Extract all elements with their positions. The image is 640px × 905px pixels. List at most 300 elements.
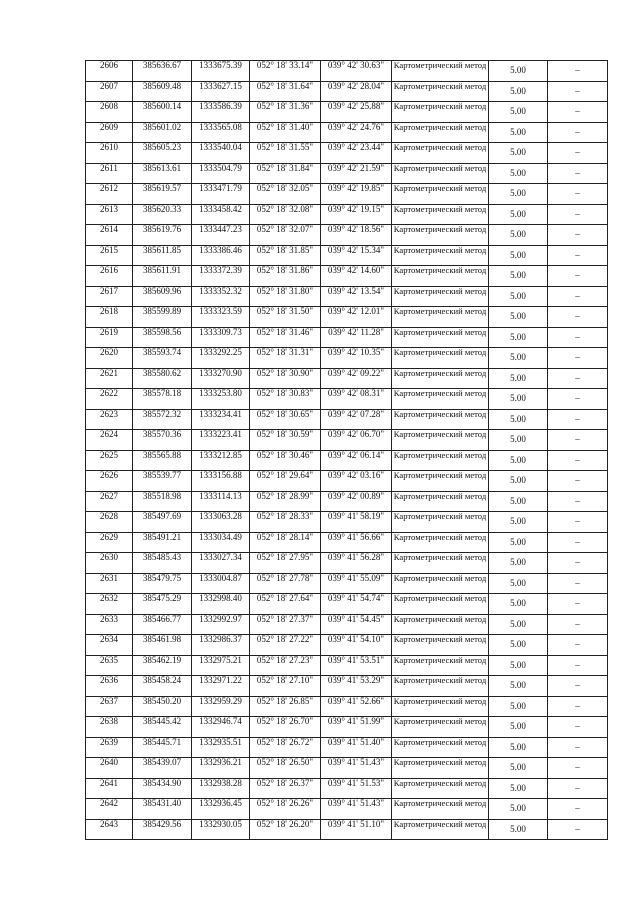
note-cell: – bbox=[548, 430, 608, 451]
latitude-cell: 052° 18' 26.20" bbox=[250, 819, 321, 840]
table-row bbox=[86, 368, 608, 389]
note-cell: – bbox=[548, 409, 608, 430]
error-cell: 5.00 bbox=[489, 573, 548, 594]
table-row bbox=[86, 286, 608, 307]
error-cell: 5.00 bbox=[489, 635, 548, 656]
point-number-cell: 2642 bbox=[86, 799, 133, 820]
latitude-cell: 052° 18' 26.72" bbox=[250, 737, 321, 758]
longitude-cell: 039° 42' 25.88" bbox=[321, 102, 392, 123]
latitude-cell: 052° 18' 33.14" bbox=[250, 61, 321, 82]
method-cell: Картометрический метод bbox=[392, 450, 489, 471]
error-cell: 5.00 bbox=[489, 430, 548, 451]
x-coordinate-cell: 385593.74 bbox=[133, 348, 192, 369]
method-cell: Картометрический метод bbox=[392, 184, 489, 205]
method-cell: Картометрический метод bbox=[392, 758, 489, 779]
method-cell: Картометрический метод bbox=[392, 676, 489, 697]
error-cell: 5.00 bbox=[489, 696, 548, 717]
table-row bbox=[86, 61, 608, 82]
x-coordinate-cell: 385570.36 bbox=[133, 430, 192, 451]
latitude-cell: 052° 18' 26.37" bbox=[250, 778, 321, 799]
note-cell: – bbox=[548, 655, 608, 676]
point-number-cell: 2620 bbox=[86, 348, 133, 369]
y-coordinate-cell: 1333270.90 bbox=[192, 368, 250, 389]
y-coordinate-cell: 1333447.23 bbox=[192, 225, 250, 246]
x-coordinate-cell: 385611.91 bbox=[133, 266, 192, 287]
error-cell: 5.00 bbox=[489, 819, 548, 840]
longitude-cell: 039° 42' 28.04" bbox=[321, 81, 392, 102]
note-cell: – bbox=[548, 163, 608, 184]
table-row bbox=[86, 245, 608, 266]
note-cell: – bbox=[548, 204, 608, 225]
longitude-cell: 039° 41' 51.43" bbox=[321, 758, 392, 779]
y-coordinate-cell: 1332935.51 bbox=[192, 737, 250, 758]
y-coordinate-cell: 1332992.97 bbox=[192, 614, 250, 635]
latitude-cell: 052° 18' 30.59" bbox=[250, 430, 321, 451]
longitude-cell: 039° 42' 09.22" bbox=[321, 368, 392, 389]
point-number-cell: 2622 bbox=[86, 389, 133, 410]
latitude-cell: 052° 18' 28.33" bbox=[250, 512, 321, 533]
error-cell: 5.00 bbox=[489, 655, 548, 676]
note-cell: – bbox=[548, 348, 608, 369]
x-coordinate-cell: 385439.07 bbox=[133, 758, 192, 779]
error-cell: 5.00 bbox=[489, 553, 548, 574]
latitude-cell: 052° 18' 32.05" bbox=[250, 184, 321, 205]
latitude-cell: 052° 18' 26.26" bbox=[250, 799, 321, 820]
latitude-cell: 052° 18' 28.14" bbox=[250, 532, 321, 553]
longitude-cell: 039° 42' 30.63" bbox=[321, 61, 392, 82]
y-coordinate-cell: 1332936.21 bbox=[192, 758, 250, 779]
latitude-cell: 052° 18' 31.64" bbox=[250, 81, 321, 102]
longitude-cell: 039° 42' 06.70" bbox=[321, 430, 392, 451]
error-cell: 5.00 bbox=[489, 143, 548, 164]
method-cell: Картометрический метод bbox=[392, 614, 489, 635]
longitude-cell: 039° 41' 51.99" bbox=[321, 717, 392, 738]
point-number-cell: 2606 bbox=[86, 61, 133, 82]
note-cell: – bbox=[548, 307, 608, 328]
table-row bbox=[86, 512, 608, 533]
latitude-cell: 052° 18' 30.83" bbox=[250, 389, 321, 410]
method-cell: Картометрический метод bbox=[392, 307, 489, 328]
table-row bbox=[86, 594, 608, 615]
point-number-cell: 2640 bbox=[86, 758, 133, 779]
x-coordinate-cell: 385445.71 bbox=[133, 737, 192, 758]
y-coordinate-cell: 1333292.25 bbox=[192, 348, 250, 369]
y-coordinate-cell: 1333323.59 bbox=[192, 307, 250, 328]
x-coordinate-cell: 385431.40 bbox=[133, 799, 192, 820]
longitude-cell: 039° 42' 12.01" bbox=[321, 307, 392, 328]
error-cell: 5.00 bbox=[489, 286, 548, 307]
note-cell: – bbox=[548, 799, 608, 820]
error-cell: 5.00 bbox=[489, 471, 548, 492]
note-cell: – bbox=[548, 553, 608, 574]
x-coordinate-cell: 385475.29 bbox=[133, 594, 192, 615]
x-coordinate-cell: 385609.96 bbox=[133, 286, 192, 307]
point-number-cell: 2631 bbox=[86, 573, 133, 594]
note-cell: – bbox=[548, 102, 608, 123]
note-cell: – bbox=[548, 389, 608, 410]
error-cell: 5.00 bbox=[489, 61, 548, 82]
y-coordinate-cell: 1333540.04 bbox=[192, 143, 250, 164]
longitude-cell: 039° 41' 56.66" bbox=[321, 532, 392, 553]
x-coordinate-cell: 385461.98 bbox=[133, 635, 192, 656]
table-row bbox=[86, 307, 608, 328]
longitude-cell: 039° 42' 07.28" bbox=[321, 409, 392, 430]
longitude-cell: 039° 41' 54.74" bbox=[321, 594, 392, 615]
point-number-cell: 2628 bbox=[86, 512, 133, 533]
latitude-cell: 052° 18' 26.85" bbox=[250, 696, 321, 717]
x-coordinate-cell: 385429.56 bbox=[133, 819, 192, 840]
x-coordinate-cell: 385466.77 bbox=[133, 614, 192, 635]
y-coordinate-cell: 1333034.49 bbox=[192, 532, 250, 553]
latitude-cell: 052° 18' 31.85" bbox=[250, 245, 321, 266]
longitude-cell: 039° 41' 58.19" bbox=[321, 512, 392, 533]
method-cell: Картометрический метод bbox=[392, 471, 489, 492]
method-cell: Картометрический метод bbox=[392, 389, 489, 410]
note-cell: – bbox=[548, 512, 608, 533]
note-cell: – bbox=[548, 122, 608, 143]
error-cell: 5.00 bbox=[489, 512, 548, 533]
note-cell: – bbox=[548, 778, 608, 799]
point-number-cell: 2624 bbox=[86, 430, 133, 451]
point-number-cell: 2611 bbox=[86, 163, 133, 184]
table-row bbox=[86, 696, 608, 717]
note-cell: – bbox=[548, 245, 608, 266]
error-cell: 5.00 bbox=[489, 348, 548, 369]
y-coordinate-cell: 1333458.42 bbox=[192, 204, 250, 225]
table-row bbox=[86, 471, 608, 492]
point-number-cell: 2619 bbox=[86, 327, 133, 348]
latitude-cell: 052° 18' 30.65" bbox=[250, 409, 321, 430]
longitude-cell: 039° 41' 51.40" bbox=[321, 737, 392, 758]
table-row bbox=[86, 409, 608, 430]
x-coordinate-cell: 385479.75 bbox=[133, 573, 192, 594]
x-coordinate-cell: 385605.23 bbox=[133, 143, 192, 164]
method-cell: Картометрический метод bbox=[392, 204, 489, 225]
table-row bbox=[86, 573, 608, 594]
point-number-cell: 2627 bbox=[86, 491, 133, 512]
y-coordinate-cell: 1332998.40 bbox=[192, 594, 250, 615]
longitude-cell: 039° 42' 19.15" bbox=[321, 204, 392, 225]
coordinates-table-body bbox=[86, 61, 608, 840]
point-number-cell: 2609 bbox=[86, 122, 133, 143]
note-cell: – bbox=[548, 471, 608, 492]
table-row bbox=[86, 184, 608, 205]
error-cell: 5.00 bbox=[489, 717, 548, 738]
method-cell: Картометрический метод bbox=[392, 737, 489, 758]
method-cell: Картометрический метод bbox=[392, 778, 489, 799]
method-cell: Картометрический метод bbox=[392, 594, 489, 615]
method-cell: Картометрический метод bbox=[392, 696, 489, 717]
error-cell: 5.00 bbox=[489, 307, 548, 328]
x-coordinate-cell: 385518.98 bbox=[133, 491, 192, 512]
point-number-cell: 2617 bbox=[86, 286, 133, 307]
x-coordinate-cell: 385613.61 bbox=[133, 163, 192, 184]
note-cell: – bbox=[548, 717, 608, 738]
y-coordinate-cell: 1333586.39 bbox=[192, 102, 250, 123]
note-cell: – bbox=[548, 594, 608, 615]
table-row bbox=[86, 266, 608, 287]
longitude-cell: 039° 42' 19.85" bbox=[321, 184, 392, 205]
method-cell: Картометрический метод bbox=[392, 81, 489, 102]
note-cell: – bbox=[548, 225, 608, 246]
point-number-cell: 2638 bbox=[86, 717, 133, 738]
point-number-cell: 2612 bbox=[86, 184, 133, 205]
y-coordinate-cell: 1333352.32 bbox=[192, 286, 250, 307]
error-cell: 5.00 bbox=[489, 122, 548, 143]
point-number-cell: 2618 bbox=[86, 307, 133, 328]
error-cell: 5.00 bbox=[489, 409, 548, 430]
note-cell: – bbox=[548, 696, 608, 717]
x-coordinate-cell: 385491.21 bbox=[133, 532, 192, 553]
method-cell: Картометрический метод bbox=[392, 266, 489, 287]
y-coordinate-cell: 1333253.80 bbox=[192, 389, 250, 410]
point-number-cell: 2607 bbox=[86, 81, 133, 102]
point-number-cell: 2616 bbox=[86, 266, 133, 287]
longitude-cell: 039° 42' 15.34" bbox=[321, 245, 392, 266]
x-coordinate-cell: 385458.24 bbox=[133, 676, 192, 697]
error-cell: 5.00 bbox=[489, 778, 548, 799]
table-row bbox=[86, 225, 608, 246]
table-row bbox=[86, 758, 608, 779]
note-cell: – bbox=[548, 81, 608, 102]
method-cell: Картометрический метод bbox=[392, 286, 489, 307]
x-coordinate-cell: 385599.89 bbox=[133, 307, 192, 328]
table-row bbox=[86, 778, 608, 799]
error-cell: 5.00 bbox=[489, 594, 548, 615]
method-cell: Картометрический метод bbox=[392, 655, 489, 676]
table-row bbox=[86, 163, 608, 184]
latitude-cell: 052° 18' 31.55" bbox=[250, 143, 321, 164]
x-coordinate-cell: 385539.77 bbox=[133, 471, 192, 492]
x-coordinate-cell: 385636.67 bbox=[133, 61, 192, 82]
longitude-cell: 039° 42' 21.59" bbox=[321, 163, 392, 184]
note-cell: – bbox=[548, 635, 608, 656]
point-number-cell: 2610 bbox=[86, 143, 133, 164]
latitude-cell: 052° 18' 26.70" bbox=[250, 717, 321, 738]
y-coordinate-cell: 1333063.28 bbox=[192, 512, 250, 533]
longitude-cell: 039° 41' 56.28" bbox=[321, 553, 392, 574]
table-row bbox=[86, 737, 608, 758]
method-cell: Картометрический метод bbox=[392, 348, 489, 369]
y-coordinate-cell: 1333471.79 bbox=[192, 184, 250, 205]
latitude-cell: 052° 18' 26.50" bbox=[250, 758, 321, 779]
method-cell: Картометрический метод bbox=[392, 430, 489, 451]
error-cell: 5.00 bbox=[489, 368, 548, 389]
error-cell: 5.00 bbox=[489, 799, 548, 820]
note-cell: – bbox=[548, 758, 608, 779]
latitude-cell: 052° 18' 31.40" bbox=[250, 122, 321, 143]
error-cell: 5.00 bbox=[489, 491, 548, 512]
method-cell: Картометрический метод bbox=[392, 553, 489, 574]
latitude-cell: 052° 18' 27.10" bbox=[250, 676, 321, 697]
method-cell: Картометрический метод bbox=[392, 717, 489, 738]
latitude-cell: 052° 18' 27.78" bbox=[250, 573, 321, 594]
method-cell: Картометрический метод bbox=[392, 143, 489, 164]
method-cell: Картометрический метод bbox=[392, 327, 489, 348]
table-row bbox=[86, 491, 608, 512]
longitude-cell: 039° 41' 55.09" bbox=[321, 573, 392, 594]
point-number-cell: 2639 bbox=[86, 737, 133, 758]
x-coordinate-cell: 385601.02 bbox=[133, 122, 192, 143]
x-coordinate-cell: 385450.20 bbox=[133, 696, 192, 717]
x-coordinate-cell: 385565.88 bbox=[133, 450, 192, 471]
y-coordinate-cell: 1333156.88 bbox=[192, 471, 250, 492]
error-cell: 5.00 bbox=[489, 389, 548, 410]
x-coordinate-cell: 385578.18 bbox=[133, 389, 192, 410]
longitude-cell: 039° 42' 03.16" bbox=[321, 471, 392, 492]
method-cell: Картометрический метод bbox=[392, 491, 489, 512]
coordinates-sheet bbox=[85, 60, 599, 840]
longitude-cell: 039° 42' 10.35" bbox=[321, 348, 392, 369]
method-cell: Картометрический метод bbox=[392, 245, 489, 266]
table-row bbox=[86, 143, 608, 164]
error-cell: 5.00 bbox=[489, 102, 548, 123]
note-cell: – bbox=[548, 286, 608, 307]
table-row bbox=[86, 819, 608, 840]
x-coordinate-cell: 385445.42 bbox=[133, 717, 192, 738]
note-cell: – bbox=[548, 532, 608, 553]
longitude-cell: 039° 41' 54.45" bbox=[321, 614, 392, 635]
latitude-cell: 052° 18' 27.95" bbox=[250, 553, 321, 574]
x-coordinate-cell: 385580.62 bbox=[133, 368, 192, 389]
error-cell: 5.00 bbox=[489, 204, 548, 225]
error-cell: 5.00 bbox=[489, 737, 548, 758]
point-number-cell: 2635 bbox=[86, 655, 133, 676]
point-number-cell: 2633 bbox=[86, 614, 133, 635]
longitude-cell: 039° 41' 53.51" bbox=[321, 655, 392, 676]
note-cell: – bbox=[548, 143, 608, 164]
method-cell: Картометрический метод bbox=[392, 368, 489, 389]
point-number-cell: 2637 bbox=[86, 696, 133, 717]
note-cell: – bbox=[548, 676, 608, 697]
longitude-cell: 039° 42' 24.76" bbox=[321, 122, 392, 143]
error-cell: 5.00 bbox=[489, 676, 548, 697]
y-coordinate-cell: 1332986.37 bbox=[192, 635, 250, 656]
x-coordinate-cell: 385485.43 bbox=[133, 553, 192, 574]
point-number-cell: 2614 bbox=[86, 225, 133, 246]
note-cell: – bbox=[548, 737, 608, 758]
latitude-cell: 052° 18' 31.84" bbox=[250, 163, 321, 184]
y-coordinate-cell: 1332959.29 bbox=[192, 696, 250, 717]
note-cell: – bbox=[548, 819, 608, 840]
error-cell: 5.00 bbox=[489, 758, 548, 779]
latitude-cell: 052° 18' 32.07" bbox=[250, 225, 321, 246]
y-coordinate-cell: 1333372.39 bbox=[192, 266, 250, 287]
table-row bbox=[86, 81, 608, 102]
latitude-cell: 052° 18' 27.23" bbox=[250, 655, 321, 676]
x-coordinate-cell: 385572.32 bbox=[133, 409, 192, 430]
table-row bbox=[86, 102, 608, 123]
x-coordinate-cell: 385462.19 bbox=[133, 655, 192, 676]
table-row bbox=[86, 655, 608, 676]
latitude-cell: 052° 18' 27.22" bbox=[250, 635, 321, 656]
method-cell: Картометрический метод bbox=[392, 409, 489, 430]
longitude-cell: 039° 41' 52.66" bbox=[321, 696, 392, 717]
latitude-cell: 052° 18' 29.64" bbox=[250, 471, 321, 492]
point-number-cell: 2629 bbox=[86, 532, 133, 553]
longitude-cell: 039° 42' 11.28" bbox=[321, 327, 392, 348]
point-number-cell: 2613 bbox=[86, 204, 133, 225]
longitude-cell: 039° 41' 51.43" bbox=[321, 799, 392, 820]
point-number-cell: 2634 bbox=[86, 635, 133, 656]
table-row bbox=[86, 450, 608, 471]
note-cell: – bbox=[548, 266, 608, 287]
coordinates-table bbox=[85, 60, 608, 840]
longitude-cell: 039° 41' 53.29" bbox=[321, 676, 392, 697]
y-coordinate-cell: 1333386.46 bbox=[192, 245, 250, 266]
table-row bbox=[86, 799, 608, 820]
table-row bbox=[86, 676, 608, 697]
x-coordinate-cell: 385600.14 bbox=[133, 102, 192, 123]
point-number-cell: 2636 bbox=[86, 676, 133, 697]
longitude-cell: 039° 42' 06.14" bbox=[321, 450, 392, 471]
table-row bbox=[86, 614, 608, 635]
latitude-cell: 052° 18' 28.99" bbox=[250, 491, 321, 512]
error-cell: 5.00 bbox=[489, 163, 548, 184]
longitude-cell: 039° 42' 00.89" bbox=[321, 491, 392, 512]
note-cell: – bbox=[548, 450, 608, 471]
latitude-cell: 052° 18' 32.08" bbox=[250, 204, 321, 225]
longitude-cell: 039° 42' 14.60" bbox=[321, 266, 392, 287]
note-cell: – bbox=[548, 327, 608, 348]
y-coordinate-cell: 1332975.21 bbox=[192, 655, 250, 676]
y-coordinate-cell: 1332946.74 bbox=[192, 717, 250, 738]
point-number-cell: 2641 bbox=[86, 778, 133, 799]
method-cell: Картометрический метод bbox=[392, 163, 489, 184]
error-cell: 5.00 bbox=[489, 327, 548, 348]
table-row bbox=[86, 717, 608, 738]
method-cell: Картометрический метод bbox=[392, 532, 489, 553]
table-row bbox=[86, 327, 608, 348]
method-cell: Картометрический метод bbox=[392, 61, 489, 82]
latitude-cell: 052° 18' 31.36" bbox=[250, 102, 321, 123]
error-cell: 5.00 bbox=[489, 184, 548, 205]
point-number-cell: 2643 bbox=[86, 819, 133, 840]
y-coordinate-cell: 1333627.15 bbox=[192, 81, 250, 102]
latitude-cell: 052° 18' 31.86" bbox=[250, 266, 321, 287]
latitude-cell: 052° 18' 31.80" bbox=[250, 286, 321, 307]
longitude-cell: 039° 42' 13.54" bbox=[321, 286, 392, 307]
y-coordinate-cell: 1332930.05 bbox=[192, 819, 250, 840]
longitude-cell: 039° 42' 23.44" bbox=[321, 143, 392, 164]
point-number-cell: 2623 bbox=[86, 409, 133, 430]
method-cell: Картометрический метод bbox=[392, 799, 489, 820]
y-coordinate-cell: 1333212.85 bbox=[192, 450, 250, 471]
error-cell: 5.00 bbox=[489, 81, 548, 102]
error-cell: 5.00 bbox=[489, 225, 548, 246]
point-number-cell: 2621 bbox=[86, 368, 133, 389]
latitude-cell: 052° 18' 30.46" bbox=[250, 450, 321, 471]
longitude-cell: 039° 41' 51.53" bbox=[321, 778, 392, 799]
note-cell: – bbox=[548, 184, 608, 205]
y-coordinate-cell: 1333565.08 bbox=[192, 122, 250, 143]
x-coordinate-cell: 385497.69 bbox=[133, 512, 192, 533]
x-coordinate-cell: 385619.76 bbox=[133, 225, 192, 246]
point-number-cell: 2632 bbox=[86, 594, 133, 615]
y-coordinate-cell: 1333004.87 bbox=[192, 573, 250, 594]
point-number-cell: 2608 bbox=[86, 102, 133, 123]
y-coordinate-cell: 1332971.22 bbox=[192, 676, 250, 697]
y-coordinate-cell: 1332936.45 bbox=[192, 799, 250, 820]
latitude-cell: 052° 18' 27.64" bbox=[250, 594, 321, 615]
latitude-cell: 052° 18' 31.46" bbox=[250, 327, 321, 348]
point-number-cell: 2626 bbox=[86, 471, 133, 492]
method-cell: Картометрический метод bbox=[392, 122, 489, 143]
note-cell: – bbox=[548, 614, 608, 635]
latitude-cell: 052° 18' 31.31" bbox=[250, 348, 321, 369]
x-coordinate-cell: 385620.33 bbox=[133, 204, 192, 225]
method-cell: Картометрический метод bbox=[392, 225, 489, 246]
